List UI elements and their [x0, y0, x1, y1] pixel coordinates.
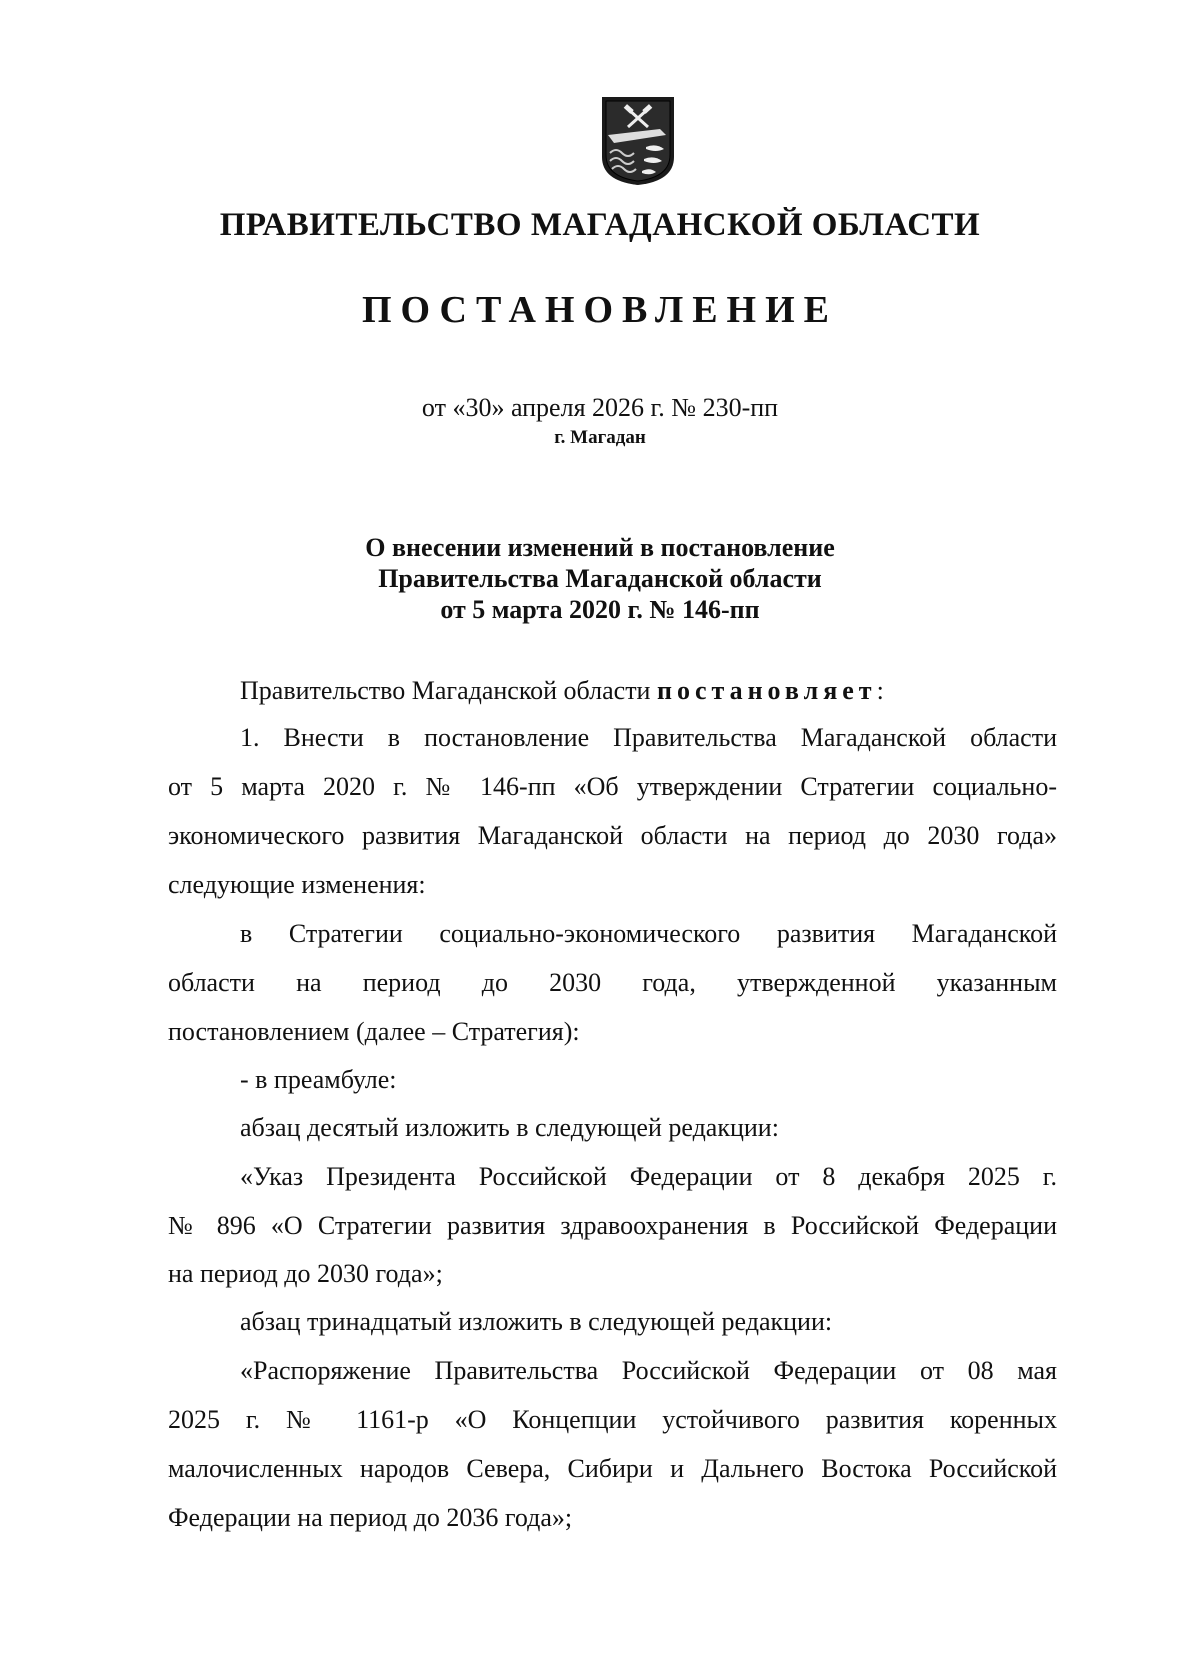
magadan-coat-of-arms-icon — [600, 95, 676, 187]
paragraph-line: «Распоряжение Правительства Российской Федерации от 08 мая — [240, 1356, 1057, 1385]
subject-line: Правительства Магаданской области — [378, 564, 822, 593]
paragraph-line: 2025 г. № 1161-р «О Концепции устойчивого развития коренных — [168, 1405, 1057, 1434]
document-date-number: от «30» апреля 2026 г. № 230-пп — [421, 393, 779, 422]
paragraph-line: в Стратегии социально-экономического развития Магаданской — [240, 919, 1057, 948]
paragraph-line: малочисленных народов Севера, Сибири и Дальнего Востока Российской — [168, 1454, 1057, 1483]
paragraph-line: от 5 марта 2020 г. № 146-пп «Об утверждении Стратегии социально- — [168, 772, 1057, 801]
paragraph-line: следующие изменения: — [168, 870, 426, 899]
paragraph-line: абзац тринадцатый изложить в следующей редакции: — [240, 1307, 833, 1336]
preamble-colon: : — [876, 676, 884, 705]
paragraph-line: Федерации на период до 2036 года»; — [168, 1503, 573, 1532]
paragraph-line: 1. Внести в постановление Правительства Магаданской области — [240, 723, 1057, 752]
document-city: г. Магадан — [554, 427, 646, 448]
preamble-paragraph — [168, 675, 1057, 707]
paragraph-line: № 896 «О Стратегии развития здравоохранения в Российской Федерации — [168, 1211, 1057, 1240]
paragraph-line: экономического развития Магаданской области на период до 2030 года» — [168, 821, 1057, 850]
paragraph-line: - в преамбуле: — [240, 1065, 397, 1094]
document-subject — [0, 532, 1200, 625]
subject-line: О внесении изменений в постановление — [365, 533, 835, 562]
document-type: ПОСТАНОВЛЕНИЕ — [361, 289, 839, 331]
paragraph-line: постановлением (далее – Стратегия): — [168, 1017, 580, 1046]
subject-line: от 5 марта 2020 г. № 146-пп — [440, 595, 760, 624]
paragraph-line: «Указ Президента Российской Федерации от 8 декабря 2025 г. — [240, 1162, 1057, 1191]
government-title: ПРАВИТЕЛЬСТВО МАГАДАНСКОЙ ОБЛАСТИ — [219, 207, 981, 243]
paragraph-line: области на период до 2030 года, утвержденной указанным — [168, 968, 1057, 997]
paragraph-line: абзац десятый изложить в следующей редакции: — [240, 1113, 779, 1142]
preamble-verb: постановляет — [656, 676, 877, 705]
preamble-text: Правительство Магаданской области — [240, 676, 657, 705]
paragraph-line: на период до 2030 года»; — [168, 1259, 443, 1288]
